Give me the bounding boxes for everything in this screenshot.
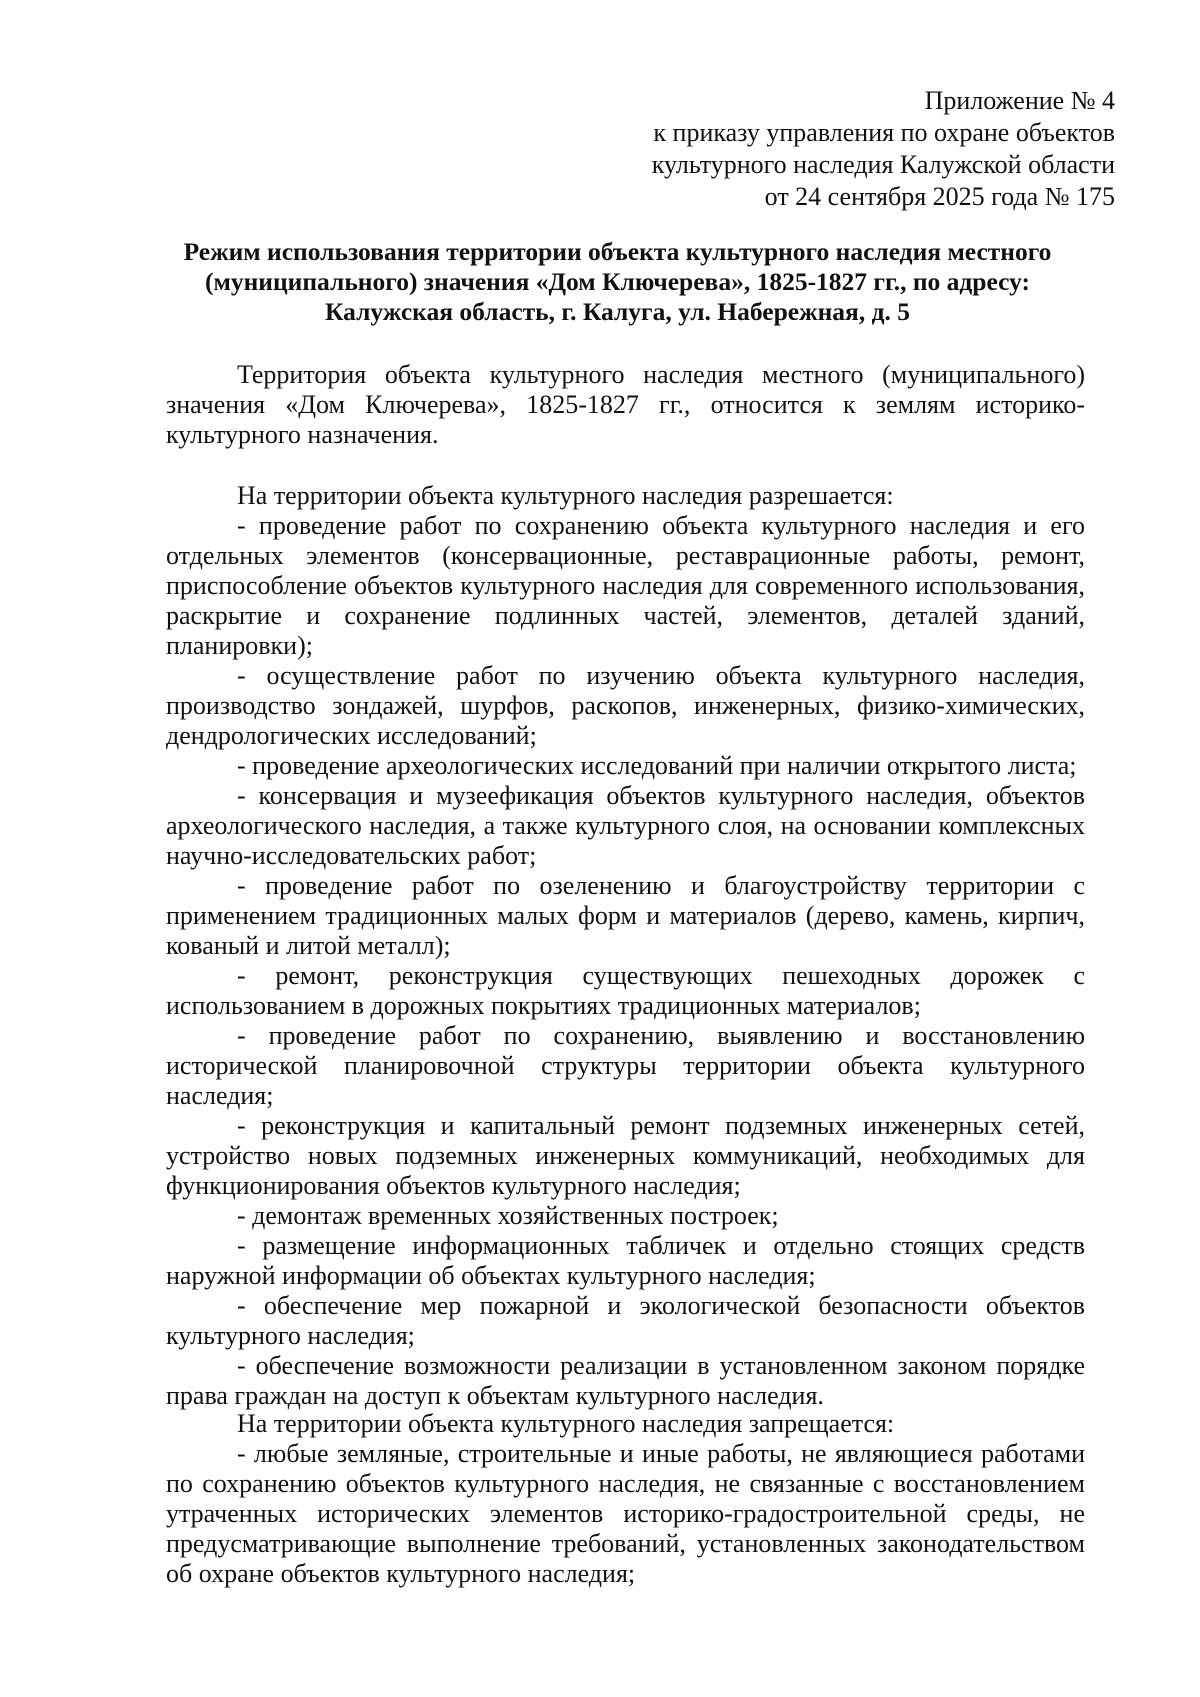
allowed-section	[166, 481, 1085, 1411]
allowed-item: - проведение работ по сохранению, выявлению и восстановлению исторической планировочной структуры территории объекта культурного наследия;	[166, 1021, 1085, 1110]
document-title	[150, 237, 1085, 327]
allowed-item: - проведение работ по озеленению и благоустройству территории с применением традиционных малых форм и материалов (дерево, камень, кирпич, кованый и литой металл);	[166, 871, 1085, 960]
forbidden-heading: На территории объекта культурного наследия запрещается:	[237, 1409, 895, 1438]
forbidden-item: - любые земляные, строительные и иные работы, не являющиеся работами по сохранению объектов культурного наследия, не связанные с восстановлением утраченных исторических элементов историко-градостроительной среды, не предусматривающие выполнение требований, установленных законодательством об охране объектов культурного наследия;	[166, 1439, 1085, 1588]
forbidden-section	[166, 1409, 1085, 1589]
allowed-item: - проведение работ по сохранению объекта культурного наследия и его отдельных элементов (консервационные, реставрационные работы, ремонт, приспособление объектов культурного наследия для современного использования, раскрытие и сохранение подлинных частей, элементов, деталей зданий, планировки);	[166, 511, 1085, 660]
allowed-item: - обеспечение мер пожарной и экологической безопасности объектов культурного наследия;	[166, 1291, 1085, 1350]
intro-section	[166, 360, 1085, 450]
allowed-item: - ремонт, реконструкция существующих пешеходных дорожек с использованием в дорожных покрытиях традиционных материалов;	[166, 961, 1085, 1020]
title-line-1: Режим использования территории объекта культурного наследия местного	[183, 237, 1052, 266]
allowed-item: - обеспечение возможности реализации в установленном законом порядке права граждан на доступ к объектам культурного наследия.	[166, 1351, 1085, 1410]
allowed-item: - проведение археологических исследований при наличии открытого листа;	[237, 751, 1077, 780]
allowed-item: - осуществление работ по изучению объекта культурного наследия, производство зондажей, шурфов, раскопов, инженерных, физико-химических, дендрологических исследований;	[166, 661, 1085, 750]
order-reference-line: к приказу управления по охране объектов	[653, 118, 1115, 147]
allowed-item: - реконструкция и капитальный ремонт подземных инженерных сетей, устройство новых подземных инженерных коммуникаций, необходимых для функционирования объектов культурного наследия;	[166, 1111, 1085, 1200]
intro-paragraph: Территория объекта культурного наследия местного (муниципального) значения «Дом Ключерева», 1825-1827 гг., относится к землям историко-культурного назначения.	[166, 360, 1085, 449]
allowed-heading: На территории объекта культурного наследия разрешается:	[237, 481, 894, 510]
title-line-3: Калужская область, г. Калуга, ул. Набережная, д. 5	[324, 297, 910, 326]
allowed-item: - демонтаж временных хозяйственных построек;	[237, 1201, 779, 1230]
allowed-item: - размещение информационных табличек и отдельно стоящих средств наружной информации об объектах культурного наследия;	[166, 1231, 1085, 1290]
appendix-number: Приложение № 4	[924, 86, 1115, 115]
authority-line: культурного наследия Калужской области	[651, 150, 1115, 179]
order-date-line: от 24 сентября 2025 года № 175	[764, 182, 1115, 211]
title-line-2: (муниципального) значения «Дом Ключерева», 1825-1827 гг., по адресу:	[204, 267, 1031, 296]
allowed-item: - консервация и музеефикация объектов культурного наследия, объектов археологического наследия, а также культурного слоя, на основании комплексных научно-исследовательских работ;	[166, 781, 1085, 870]
appendix-header	[652, 85, 1115, 213]
